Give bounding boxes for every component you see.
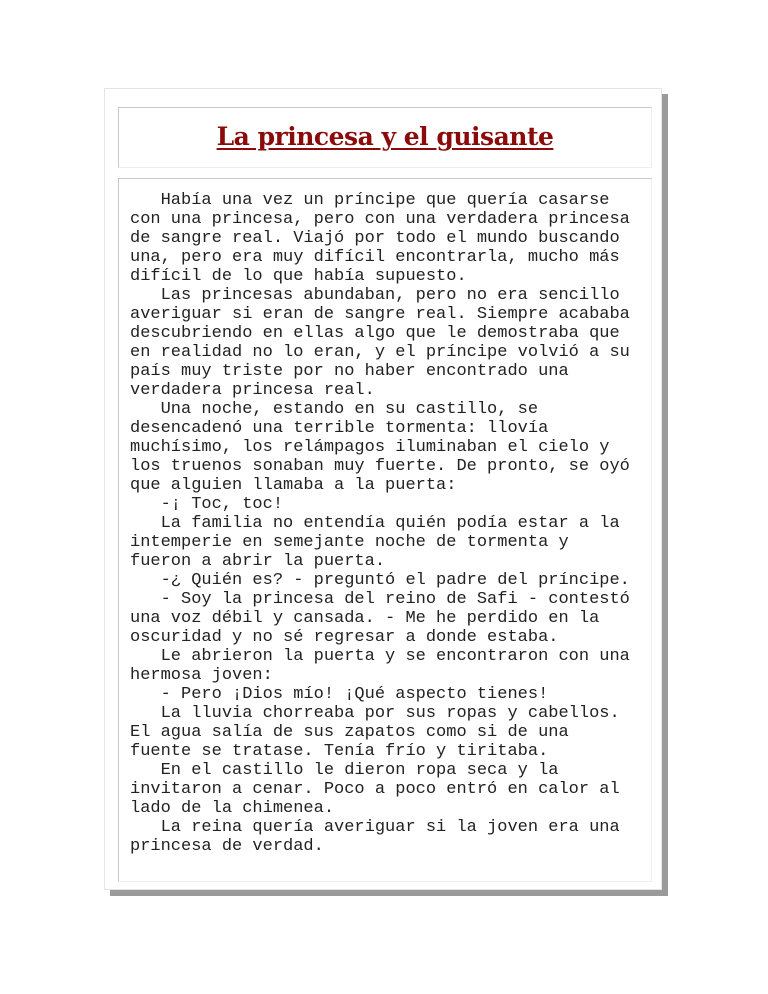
story-text-box xyxy=(118,178,652,882)
text-line: descubriendo en ellas algo que le demostraba que xyxy=(130,324,620,343)
text-line: En el castillo le dieron ropa seca y la xyxy=(130,761,559,780)
text-line: La reina quería averiguar si la joven era una xyxy=(130,818,620,837)
text-line: difícil de lo que había supuesto. xyxy=(130,267,467,286)
text-line: en realidad no lo eran, y el príncipe volvió a su xyxy=(130,343,630,362)
text-line: princesa de verdad. xyxy=(130,837,324,856)
text-line: Una noche, estando en su castillo, se xyxy=(130,400,539,419)
text-line: los truenos sonaban muy fuerte. De pronto, se oyó xyxy=(130,457,630,476)
story-text xyxy=(130,191,630,856)
text-line: una, pero era muy difícil encontrarla, mucho más xyxy=(130,248,620,267)
text-line: oscuridad y no sé regresar a donde estaba. xyxy=(130,628,559,647)
text-line: verdadera princesa real. xyxy=(130,381,375,400)
text-line: - Soy la princesa del reino de Safi - contestó xyxy=(130,590,630,609)
text-line: fuente se tratase. Tenía frío y tiritaba. xyxy=(130,742,549,761)
text-line: lado de la chimenea. xyxy=(130,799,335,818)
text-line: Le abrieron la puerta y se encontraron con una xyxy=(130,647,630,666)
text-line: Había una vez un príncipe que quería casarse xyxy=(130,191,610,210)
text-line: invitaron a cenar. Poco a poco entró en calor al xyxy=(130,780,620,799)
text-line: averiguar si eran de sangre real. Siempre acababa xyxy=(130,305,630,324)
text-line: país muy triste por no haber encontrado una xyxy=(130,362,569,381)
text-line: intemperie en semejante noche de tormenta y xyxy=(130,533,569,552)
text-line: El agua salía de sus zapatos como si de una xyxy=(130,723,569,742)
text-line: desencadenó una terrible tormenta: llovía xyxy=(130,419,549,438)
page-title: La princesa y el guisante xyxy=(216,122,554,151)
text-line: con una princesa, pero con una verdadera princesa xyxy=(130,210,630,229)
text-line: muchísimo, los relámpagos iluminaban el cielo y xyxy=(130,438,610,457)
text-line: de sangre real. Viajó por todo el mundo buscando xyxy=(130,229,620,248)
text-line: - Pero ¡Dios mío! ¡Qué aspecto tienes! xyxy=(130,685,549,704)
text-line: hermosa joven: xyxy=(130,666,273,685)
text-line: fueron a abrir la puerta. xyxy=(130,552,386,571)
text-line: que alguien llamaba a la puerta: xyxy=(130,476,457,495)
text-line: La lluvia chorreaba por sus ropas y cabellos. xyxy=(130,704,620,723)
text-line: -¿ Quién es? - preguntó el padre del príncipe. xyxy=(130,571,630,590)
text-line: La familia no entendía quién podía estar a la xyxy=(130,514,620,533)
text-line: una voz débil y cansada. - Me he perdido en la xyxy=(130,609,600,628)
text-line: -¡ Toc, toc! xyxy=(130,495,284,514)
text-line: Las princesas abundaban, pero no era sencillo xyxy=(130,286,620,305)
title-box xyxy=(118,107,652,168)
